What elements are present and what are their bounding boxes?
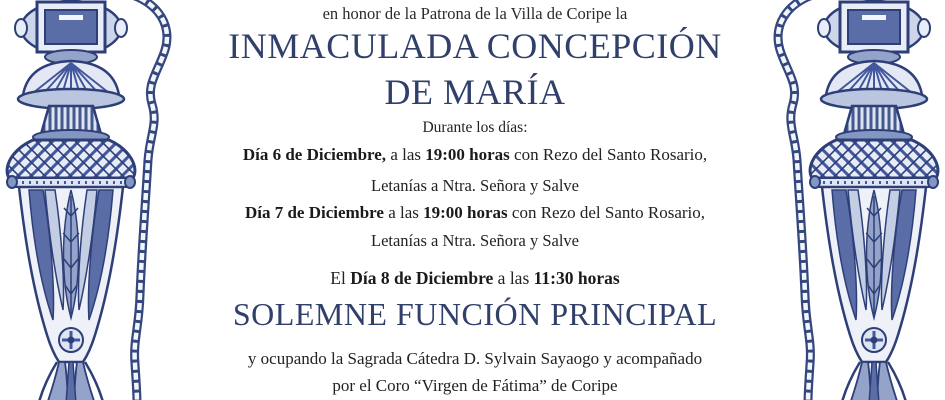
during-days-label: Durante los días: — [422, 119, 528, 136]
schedule-day7-mid: a las — [383, 203, 424, 222]
schedule-day6-detail: con Rezo del Santo Rosario, — [509, 145, 708, 164]
schedule-day6-mid: a las — [386, 145, 426, 164]
baluster-column-illustration-right — [767, 0, 945, 400]
schedule-line-day7 — [185, 203, 765, 223]
baluster-column-illustration-left — [0, 0, 178, 400]
main-title-line-1: INMACULADA CONCEPCIÓN — [228, 26, 722, 66]
main-day-time: 11:30 horas — [533, 268, 620, 288]
main-day-date: Día 8 de Diciembre — [350, 268, 494, 288]
schedule-day6-date: Día 6 de Diciembre, — [242, 145, 387, 164]
schedule-day7-date: Día 7 de Diciembre — [244, 203, 384, 222]
schedule-day6-time: 19:00 horas — [425, 145, 510, 164]
schedule-line-day6 — [185, 145, 765, 165]
schedule-day7-time: 19:00 horas — [423, 203, 508, 222]
main-day-line — [185, 268, 765, 289]
intro-line: en honor de la Patrona de la Villa de Coripe la — [322, 4, 628, 23]
closing-line-2: por el Coro “Virgen de Fátima” de Coripe — [332, 376, 618, 395]
schedule-day6-continuation: Letanías a Ntra. Señora y Salve — [370, 176, 579, 195]
schedule-day7-continuation: Letanías a Ntra. Señora y Salve — [370, 231, 579, 250]
main-title-line-2: DE MARÍA — [384, 72, 566, 112]
main-day-mid: a las — [493, 268, 534, 288]
main-day-prefix: El — [330, 268, 351, 288]
schedule-day7-detail: con Rezo del Santo Rosario, — [507, 203, 706, 222]
main-event-title: SOLEMNE FUNCIÓN PRINCIPAL — [232, 296, 718, 332]
closing-line-1: y ocupando la Sagrada Cátedra D. Sylvain Sayaogo y acompañado — [247, 349, 703, 368]
poster-text-block — [185, 0, 765, 400]
